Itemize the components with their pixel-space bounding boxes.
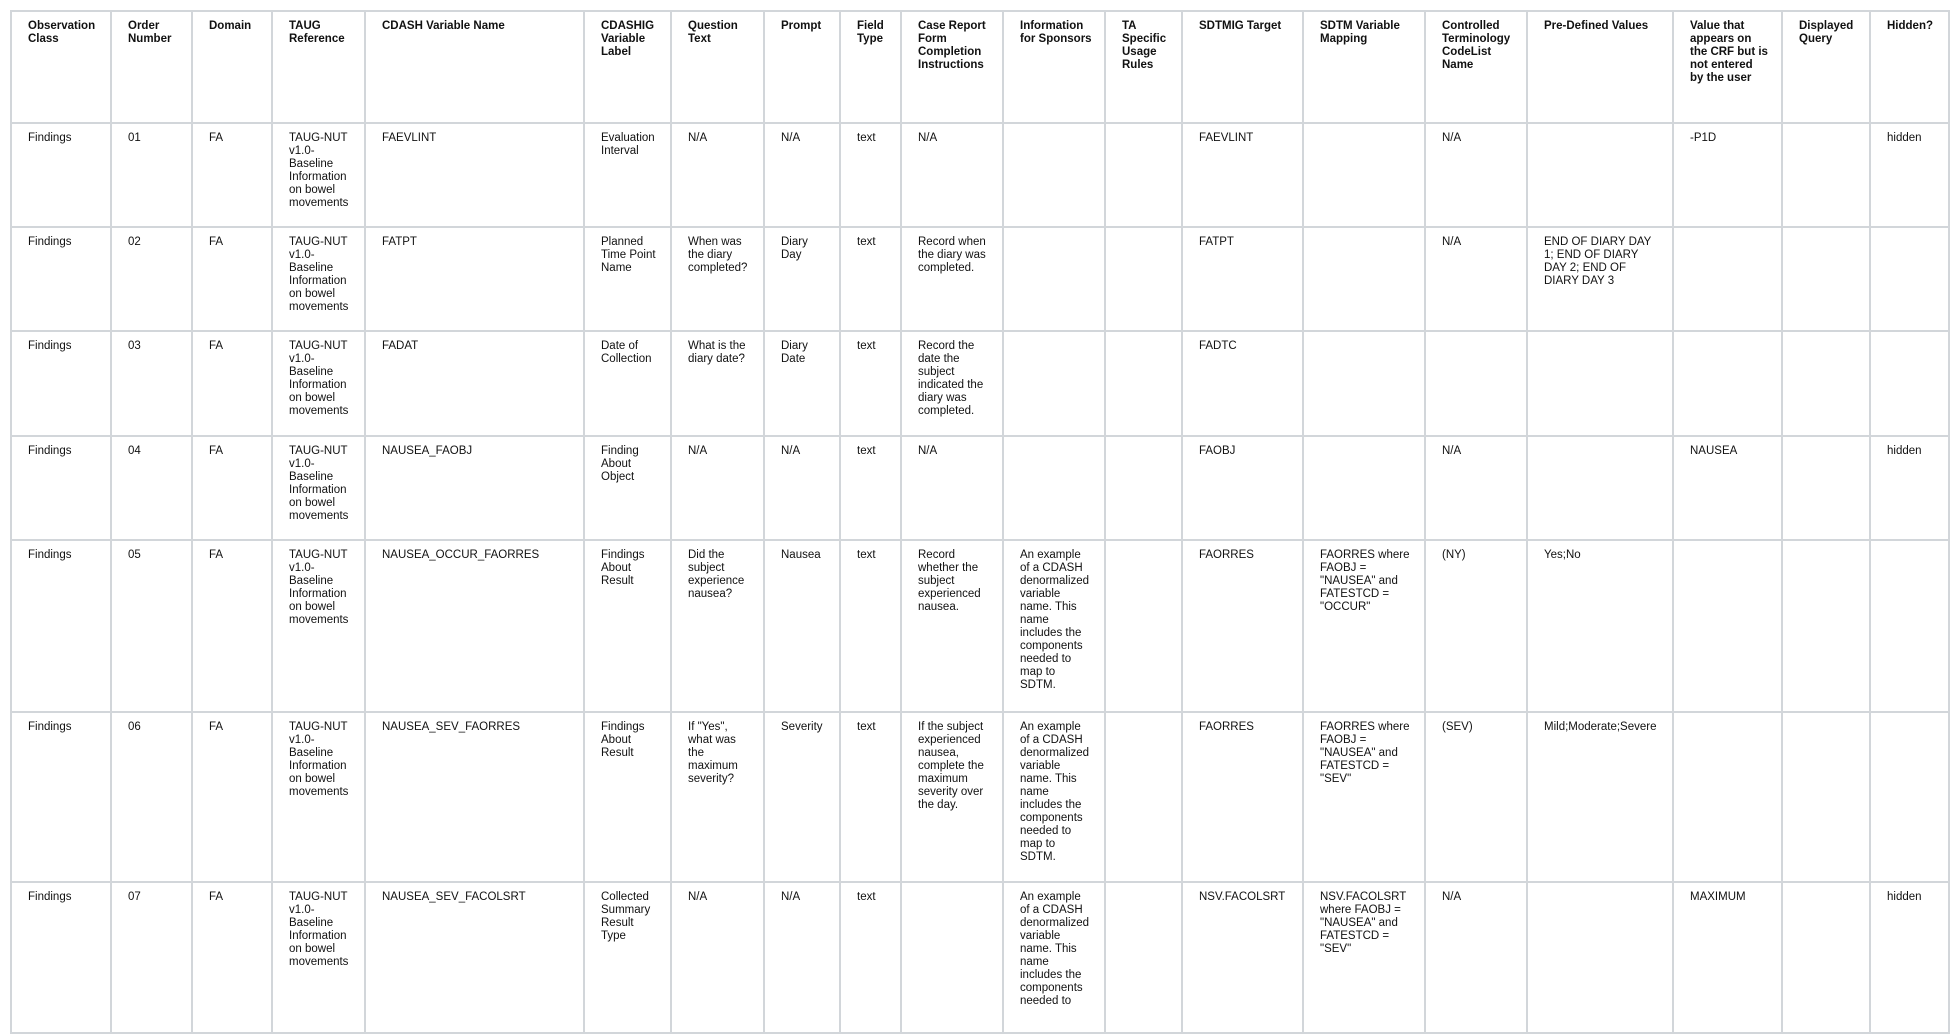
table-cell: Finding About Object [584,436,671,540]
table-cell: 02 [111,227,192,331]
table-cell [1782,123,1870,227]
table-cell [1105,540,1182,712]
table-cell [1527,882,1673,1033]
col-header-taug-reference: TAUG Reference [272,11,365,123]
table-cell: 06 [111,712,192,882]
table-cell: N/A [1425,227,1527,331]
table-cell: -P1D [1673,123,1782,227]
table-cell [1303,123,1425,227]
table-cell [1105,331,1182,436]
col-header-hidden: Hidden? [1870,11,1949,123]
table-cell: (NY) [1425,540,1527,712]
table-cell [1782,712,1870,882]
table-cell [1673,712,1782,882]
table-cell [1003,331,1105,436]
table-cell: TAUG-NUT v1.0- Baseline Information on bowel movements [272,331,365,436]
table-cell: N/A [1425,123,1527,227]
table-cell [1003,227,1105,331]
table-cell: NSV.FACOLSRT [1182,882,1303,1033]
table-cell: N/A [1425,882,1527,1033]
table-cell [1105,123,1182,227]
table-cell [1105,227,1182,331]
table-row [11,540,1949,712]
table-cell: text [840,540,901,712]
table-cell [1673,331,1782,436]
table-cell: (SEV) [1425,712,1527,882]
table-cell: N/A [901,436,1003,540]
table-row [11,882,1949,1033]
table-cell: NSV.FACOLSRT where FAOBJ = "NAUSEA" and FATESTCD = "SEV" [1303,882,1425,1033]
table-cell: Yes;No [1527,540,1673,712]
table-cell [1782,331,1870,436]
table-cell: NAUSEA_OCCUR_FAORRES [365,540,584,712]
table-cell: text [840,123,901,227]
table-row [11,331,1949,436]
table-cell: TAUG-NUT v1.0- Baseline Information on bowel movements [272,436,365,540]
col-header-cdashig-variable-label: CDASHIG Variable Label [584,11,671,123]
table-cell: Mild;Moderate;Severe [1527,712,1673,882]
table-cell: hidden [1870,123,1949,227]
col-header-sdtmig-target: SDTMIG Target [1182,11,1303,123]
table-cell [1782,882,1870,1033]
table-cell [1425,331,1527,436]
table-cell: When was the diary completed? [671,227,764,331]
table-cell: 04 [111,436,192,540]
table-cell: text [840,882,901,1033]
table-cell [1527,123,1673,227]
table-cell [1003,436,1105,540]
table-cell: N/A [764,436,840,540]
table-row [11,227,1949,331]
table-cell: FAEVLINT [365,123,584,227]
table-cell: 05 [111,540,192,712]
table-cell [1527,331,1673,436]
col-header-domain: Domain [192,11,272,123]
col-header-order-number: Order Number [111,11,192,123]
col-header-pre-defined-values: Pre-Defined Values [1527,11,1673,123]
table-cell: 03 [111,331,192,436]
table-cell: NAUSEA [1673,436,1782,540]
table-cell [1105,882,1182,1033]
table-row [11,123,1949,227]
table-cell [1527,436,1673,540]
table-cell: N/A [764,882,840,1033]
table-row [11,436,1949,540]
table-cell: What is the diary date? [671,331,764,436]
col-header-displayed-query: Displayed Query [1782,11,1870,123]
table-cell: An example of a CDASH denormalized variable name. This name includes the components needed to map to SDTM. [1003,712,1105,882]
table-cell: If "Yes", what was the maximum severity? [671,712,764,882]
table-cell [1303,436,1425,540]
col-header-cdash-variable-name: CDASH Variable Name [365,11,584,123]
table-cell: N/A [671,123,764,227]
table-cell: Nausea [764,540,840,712]
table-cell: An example of a CDASH denormalized variable name. This name includes the components needed to map to SDTM. [1003,540,1105,712]
col-header-crf-value-not-entered: Value that appears on the CRF but is not entered by the user [1673,11,1782,123]
col-header-sdtm-variable-mapping: SDTM Variable Mapping [1303,11,1425,123]
cdash-metadata-sheet [10,10,1948,1034]
table-cell: Findings [11,540,111,712]
table-cell: FATPT [365,227,584,331]
table-cell: TAUG-NUT v1.0- Baseline Information on bowel movements [272,712,365,882]
table-cell: NAUSEA_FAOBJ [365,436,584,540]
table-cell: FA [192,882,272,1033]
table-cell [1303,331,1425,436]
table-cell [1303,227,1425,331]
table-cell [1673,227,1782,331]
table-cell: Findings [11,882,111,1033]
table-cell: FAOBJ [1182,436,1303,540]
table-cell: FATPT [1182,227,1303,331]
table-cell [1870,540,1949,712]
table-cell: Findings [11,712,111,882]
table-cell: FA [192,331,272,436]
table-cell: 01 [111,123,192,227]
table-cell: If the subject experienced nausea, complete the maximum severity over the day. [901,712,1003,882]
cdash-metadata-table [10,10,1950,1034]
table-cell [1105,436,1182,540]
table-cell: Findings [11,123,111,227]
table-cell: END OF DIARY DAY 1; END OF DIARY DAY 2; END OF DIARY DAY 3 [1527,227,1673,331]
table-cell: hidden [1870,882,1949,1033]
table-cell: FA [192,123,272,227]
table-cell: FAEVLINT [1182,123,1303,227]
table-cell: Severity [764,712,840,882]
header-row [11,11,1949,123]
table-cell [1105,712,1182,882]
table-cell [1782,227,1870,331]
table-cell [1870,227,1949,331]
table-cell: Collected Summary Result Type [584,882,671,1033]
table-cell [1782,540,1870,712]
table-cell [1870,331,1949,436]
table-cell [901,882,1003,1033]
table-cell: Findings About Result [584,712,671,882]
table-cell: Record when the diary was completed. [901,227,1003,331]
table-cell: FADTC [1182,331,1303,436]
table-cell: N/A [1425,436,1527,540]
table-cell: FADAT [365,331,584,436]
table-cell: TAUG-NUT v1.0- Baseline Information on bowel movements [272,882,365,1033]
table-cell: TAUG-NUT v1.0- Baseline Information on bowel movements [272,227,365,331]
table-cell: An example of a CDASH denormalized variable name. This name includes the components needed to [1003,882,1105,1033]
table-cell: N/A [671,436,764,540]
table-cell [1673,540,1782,712]
table-cell: text [840,436,901,540]
table-cell: MAXIMUM [1673,882,1782,1033]
table-cell: Diary Day [764,227,840,331]
table-cell: Record the date the subject indicated the diary was completed. [901,331,1003,436]
table-cell: FAORRES where FAOBJ = "NAUSEA" and FATESTCD = "OCCUR" [1303,540,1425,712]
col-header-information-for-sponsors: Information for Sponsors [1003,11,1105,123]
table-cell: text [840,227,901,331]
table-cell: NAUSEA_SEV_FACOLSRT [365,882,584,1033]
table-cell: TAUG-NUT v1.0- Baseline Information on bowel movements [272,540,365,712]
table-cell: FAORRES [1182,540,1303,712]
table-cell: N/A [901,123,1003,227]
table-cell: TAUG-NUT v1.0- Baseline Information on bowel movements [272,123,365,227]
table-cell: Findings About Result [584,540,671,712]
table-cell: FA [192,540,272,712]
table-cell: Findings [11,227,111,331]
table-cell: Findings [11,331,111,436]
table-cell: hidden [1870,436,1949,540]
table-cell: FAORRES where FAOBJ = "NAUSEA" and FATESTCD = "SEV" [1303,712,1425,882]
col-header-prompt: Prompt [764,11,840,123]
col-header-field-type: Field Type [840,11,901,123]
col-header-question-text: Question Text [671,11,764,123]
table-cell [1003,123,1105,227]
table-cell: FA [192,712,272,882]
table-cell [1870,712,1949,882]
table-cell: FA [192,436,272,540]
table-cell: Diary Date [764,331,840,436]
col-header-controlled-terminology: Controlled Terminology CodeList Name [1425,11,1527,123]
table-cell: NAUSEA_SEV_FAORRES [365,712,584,882]
table-cell: FAORRES [1182,712,1303,882]
col-header-crf-completion-instructions: Case Report Form Completion Instructions [901,11,1003,123]
col-header-ta-specific-usage-rules: TA Specific Usage Rules [1105,11,1182,123]
table-cell: Findings [11,436,111,540]
table-cell: Planned Time Point Name [584,227,671,331]
table-cell: FA [192,227,272,331]
table-cell: N/A [671,882,764,1033]
table-row [11,712,1949,882]
table-cell: N/A [764,123,840,227]
table-cell: text [840,331,901,436]
table-cell: Date of Collection [584,331,671,436]
table-cell: 07 [111,882,192,1033]
table-cell: text [840,712,901,882]
table-cell: Evaluation Interval [584,123,671,227]
table-cell [1782,436,1870,540]
table-cell: Record whether the subject experienced nausea. [901,540,1003,712]
col-header-observation-class: Observation Class [11,11,111,123]
table-cell: Did the subject experience nausea? [671,540,764,712]
